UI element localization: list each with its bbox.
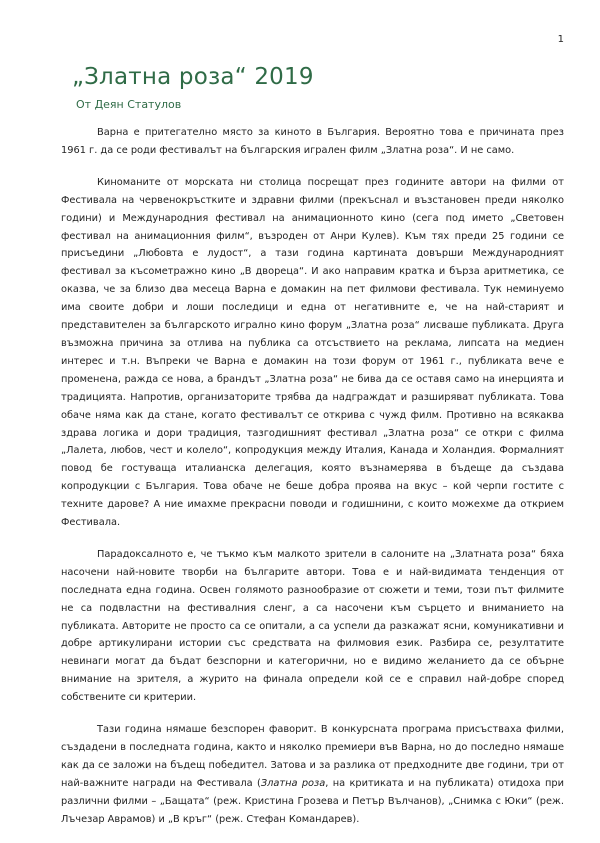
article-title: „Златна роза“ 2019 [72,64,314,90]
article-author: От Деян Статулов [76,98,182,111]
paragraph-awards-text-end: , на критиката и на публиката) отидоха при различни филми – „Бащата“ (реж. Кристина Грозева и Петър Вълчанов), „Снимка с Юки“ (реж. Лъчезар Аврамов) и „В кръг“ (реж. Стефан Командарев). [61,777,565,825]
paragraph-awards-italic: Златна роза [260,777,326,789]
article-body [61,124,564,843]
paragraph-awards [61,721,564,828]
paragraph-festivals: Киноманите от морската ни столица посрещат през годините автори на филми от Фестивала на червенокръстките и здравни филми (прекъснал и възстановен преди няколко години) и Международния фестивал на анимационното кино (сега под името „Световен фестивал на анимационния филм“, възроден от Анри Кулев). Към тях преди 25 години се присъедини „Любовта е лудост“, а тази година картината довърши Международният фестивал за късометражно кино „В двореца“. И ако направим кратка и бърза аритметика, се оказва, че за близо два месеца Варна е домакин на пет филмови фестивала. Тук неминуемо има своите добри и лоши последици и една от негативните е, че на най-старият и представителен за българското игрално кино форум „Златна роза“ лисваше публиката. Друга възможна причина за отлива на публика са отсъствието на реклама, липсата на медиен интерес и т.н. Въпреки че Варна е домакин на този форум от 1961 г., публиката вече е променена, ражда се нова, а брандът „Златна роза“ не бива да се оставя само на инерцията и традицията. Напротив, организаторите трябва да надграждат и разширяват публиката. Това обаче няма как да стане, когато фестивалът се открива с чужд филм. Противно на всякаква здрава логика и дори традиция, тазгодишният фестивал „Златна роза“ се откри с филма „Лалета, любов, чест и колело“, копродукция между Италия, Канада и Холандия. Формалният повод бе гостуваща италианска делегация, която възнамерява в бъдеще да създава копродукции с България. Това обаче не беше добра проява на вкус – кой черпи гостите с техните дарове? А ние имахме прекрасни поводи и годишнини, с които можехме да открием Фестивала. [61,176,564,529]
paragraph-paradox: Парадоксалното е, че тъкмо към малкото зрители в салоните на „Златната роза“ бяха насочени най-новите творби на българите автори. Това е и най-видимата тенденция от последната една година. Освен голямото разнообразие от сюжети и теми, този път филмите не са подвластни на фестивалния сленг, а са насочени към сърцето и вниманието на публиката. Авторите не просто са се опитали, а са успели да разкажат ясни, комуникативни и добре артикулирани истории със средствата на филмовия език. Разбира се, резултатите невинаги могат да бъдат безспорни и категорични, но е видимо желанието да се обърне внимание на зрителя, а журито на финала определи кой се е справил най-добре според собствените си критерии. [61,548,564,704]
paragraph-intro: Варна е притегателно място за киното в България. Вероятно това е причината през 1961 г. да се роди фестивалът на българския игрален филм „Златна роза“. И не само. [61,127,564,156]
paragraph-awards-text-start: Тази година нямаше безспорен фаворит. В конкурсната програма присъстваха филми, създадени в последната година, както и няколко премиери във Варна, но до последно нямаше как да се заложи на бъдещ победител. Затова и за разлика от предходните две години, три от най-важните награди на Фестивала ( [61,724,564,789]
page-number: 1 [557,34,564,45]
